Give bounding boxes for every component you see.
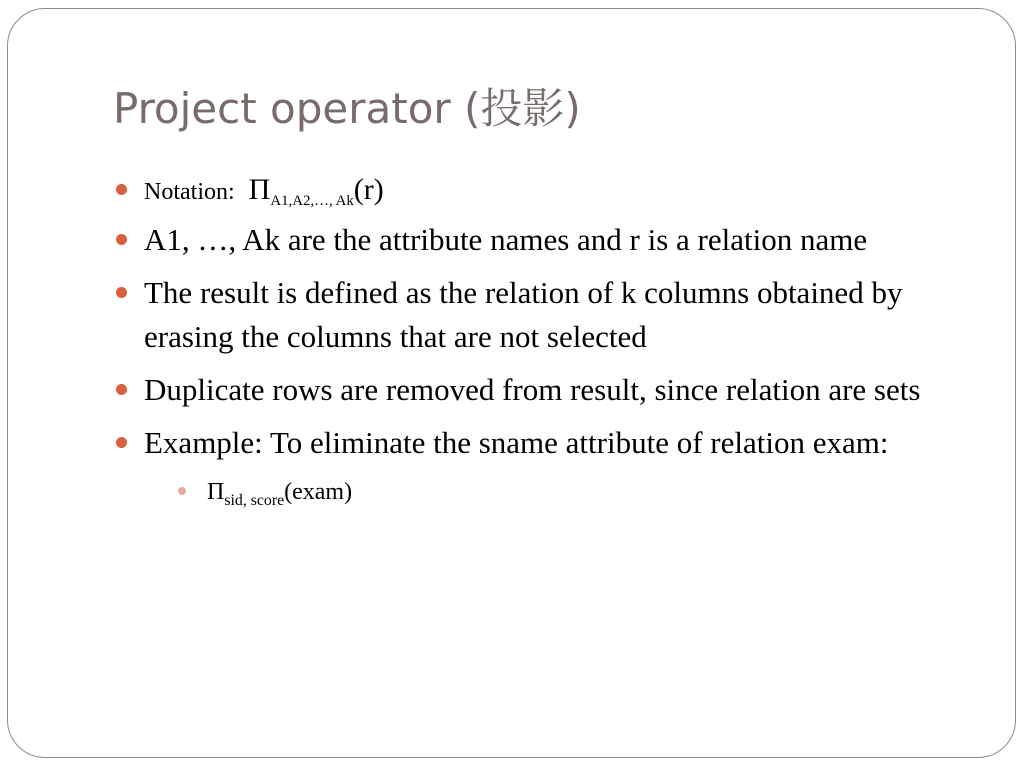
bullet-text: A1, …, Ak are the attribute names and r is a relation name [144,222,868,257]
bullet-dot-icon [116,184,127,195]
sub-bullet-dot-icon [178,487,186,495]
projection-subscript: A1,A2,…, Ak [270,193,354,209]
bullet-dot-icon [116,234,127,245]
pi-symbol: Π [248,173,271,206]
bullet-dot-icon [116,287,127,298]
slide-body [116,170,976,510]
sub-bullet-example-expression [178,474,976,510]
bullet-dot-icon [116,384,127,395]
bullet-example [116,421,976,465]
bullet-result [116,271,976,359]
bullet-list [116,170,976,465]
notation-label: Notation: [144,179,235,205]
bullet-duplicates [116,368,976,412]
projection-subscript: sid, score [224,492,285,509]
bullet-text: The result is defined as the relation of k columns obtained by erasing the columns that are not selected [144,275,903,354]
projection-argument: (r) [353,173,384,206]
projection-argument: (exam) [284,479,353,505]
bullet-attributes [116,218,976,262]
bullet-dot-icon [116,437,127,448]
bullet-text: Duplicate rows are removed from result, since relation are sets [144,372,921,407]
bullet-text: Example: To eliminate the sname attribute of relation exam: [144,425,889,460]
slide-title: Project operator (投影) [113,84,581,133]
bullet-notation [116,170,976,212]
pi-symbol: Π [207,479,225,505]
